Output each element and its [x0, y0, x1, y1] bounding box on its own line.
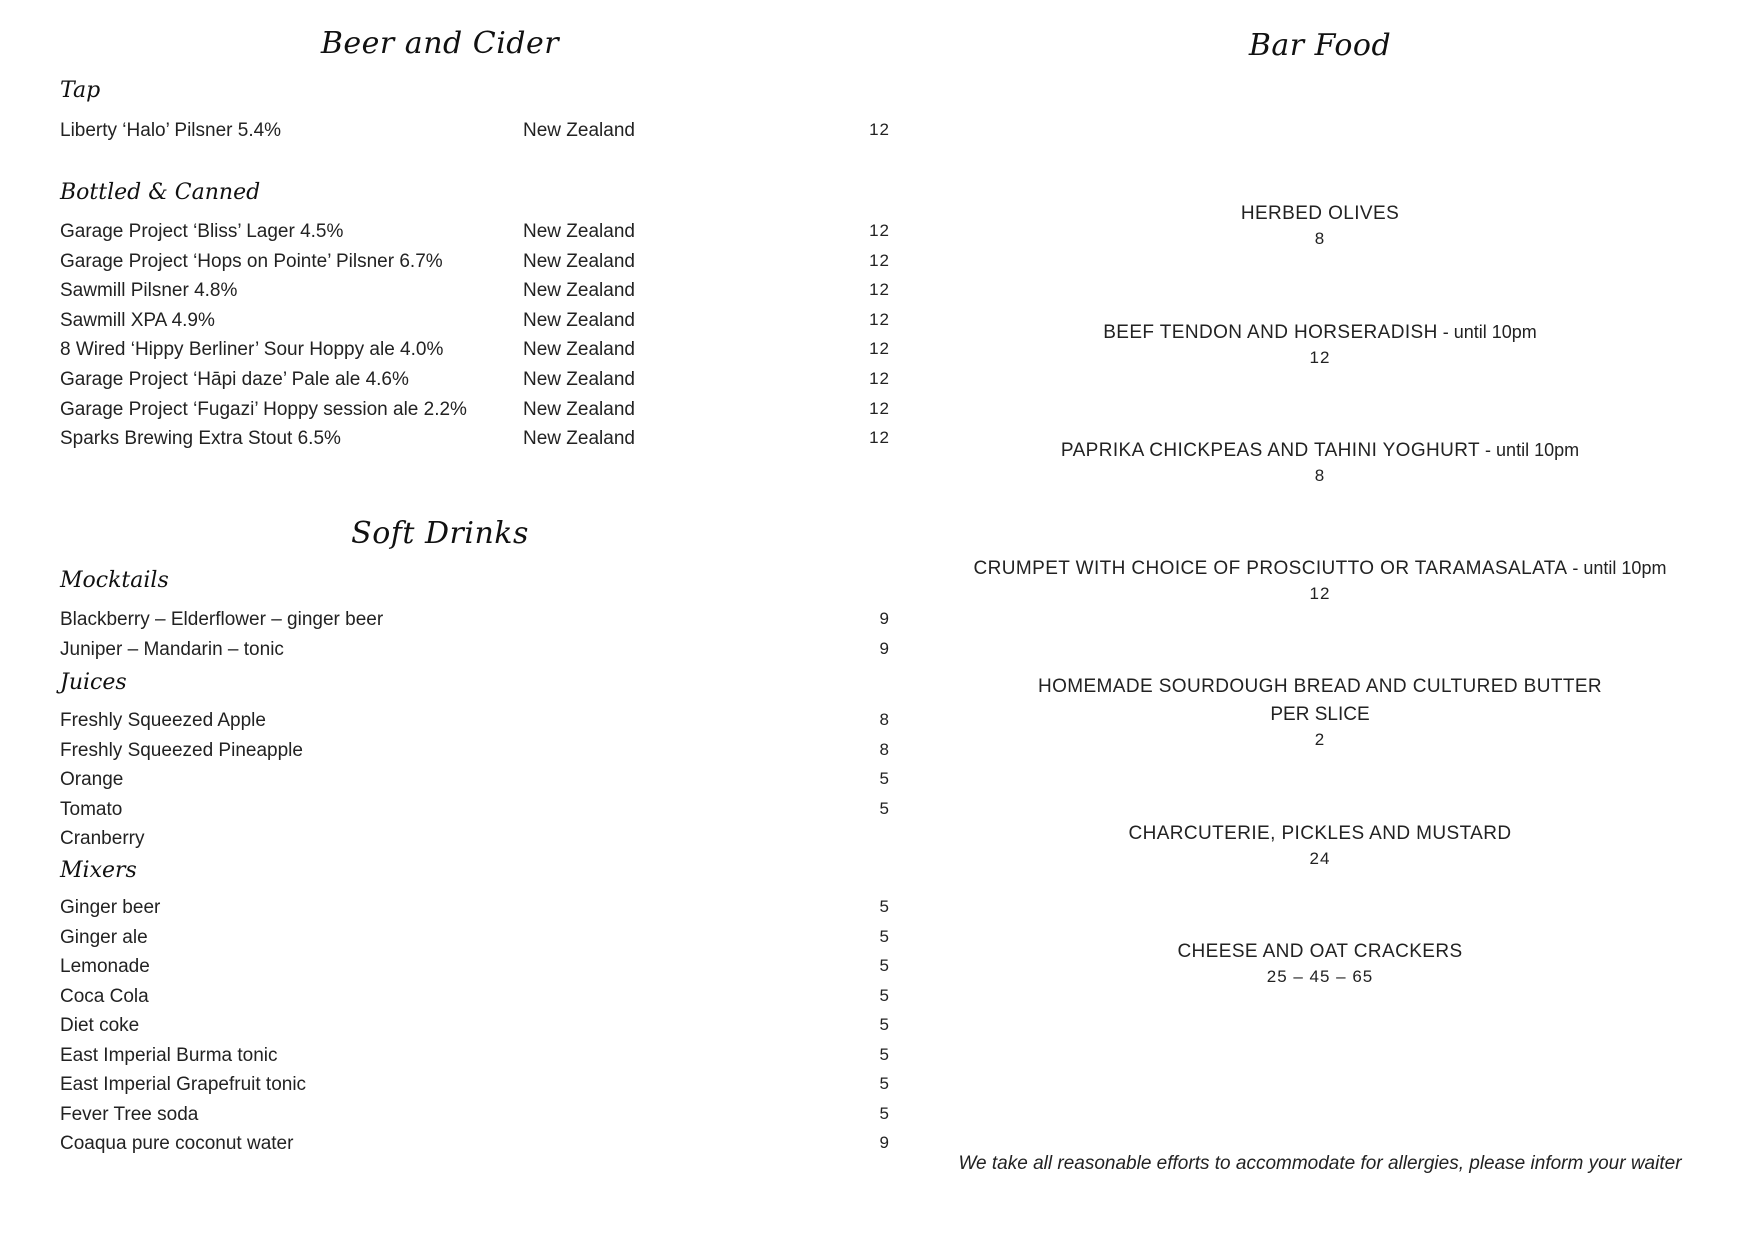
- item-name: Sawmill Pilsner 4.8%: [60, 280, 238, 302]
- food-price: 8: [1314, 229, 1326, 248]
- item-name: Liberty ‘Halo’ Pilsner 5.4%: [60, 120, 282, 141]
- bar-food-title: Bar Food: [1248, 28, 1392, 63]
- item-origin: New Zealand: [523, 339, 635, 361]
- item-name: Blackberry – Elderflower – ginger beer: [60, 609, 384, 630]
- food-price: 8: [1314, 466, 1326, 485]
- food-name-line2: PER SLICE: [1270, 704, 1370, 725]
- food-name: [880, 823, 1754, 845]
- food-name: [880, 941, 1754, 963]
- item-name: Ginger beer: [60, 897, 161, 918]
- item-origin: New Zealand: [523, 250, 635, 272]
- item-name: Orange: [60, 769, 124, 790]
- item-name: Garage Project ‘Fugazi’ Hoppy session ale 2.2%: [60, 398, 467, 420]
- juices-heading: Juices: [60, 670, 127, 695]
- item-origin: New Zealand: [523, 369, 635, 390]
- item-origin: New Zealand: [523, 221, 635, 242]
- item-price: 5: [879, 956, 890, 975]
- item-name: Freshly Squeezed Pineapple: [60, 739, 303, 761]
- item-name: East Imperial Grapefruit tonic: [60, 1074, 307, 1095]
- food-time-note: - until 10pm: [1480, 440, 1580, 460]
- food-price: 2: [1314, 730, 1326, 749]
- food-name-text: HOMEMADE SOURDOUGH BREAD AND CULTURED BUTTER: [1037, 676, 1603, 697]
- mocktails-heading: Mocktails: [60, 568, 169, 593]
- item-name: Sawmill XPA 4.9%: [60, 309, 215, 331]
- item-name: Sparks Brewing Extra Stout 6.5%: [60, 428, 341, 450]
- item-origin: New Zealand: [523, 280, 635, 302]
- item-price: 5: [879, 1015, 890, 1034]
- item-price: 12: [869, 398, 890, 418]
- item-price: 5: [879, 1074, 890, 1093]
- food-item: [880, 558, 1754, 604]
- food-name-text: HERBED OLIVES: [1240, 203, 1400, 224]
- item-price: 5: [879, 798, 890, 818]
- beer-cider-title: Beer and Cider: [320, 26, 560, 61]
- item-price: 5: [879, 985, 890, 1005]
- food-item: [880, 203, 1754, 249]
- item-name: Diet coke: [60, 1015, 140, 1036]
- item-name: Fever Tree soda: [60, 1103, 199, 1125]
- food-price: 12: [1309, 584, 1331, 603]
- food-price: 24: [1309, 849, 1331, 868]
- item-price: 5: [879, 769, 890, 788]
- item-price: 12: [869, 221, 890, 240]
- soft-drinks-title: Soft Drinks: [351, 516, 529, 551]
- item-price: 12: [869, 120, 890, 139]
- item-price: 12: [869, 339, 890, 359]
- food-item: [880, 823, 1754, 869]
- food-name-text: CHARCUTERIE, PICKLES AND MUSTARD: [1128, 823, 1512, 844]
- food-name: [880, 203, 1754, 225]
- item-name: Juniper – Mandarin – tonic: [60, 638, 284, 660]
- food-item: [880, 440, 1754, 486]
- item-origin: New Zealand: [523, 398, 635, 420]
- item-price: 9: [879, 638, 890, 658]
- item-price: 12: [869, 309, 890, 329]
- item-price: 5: [879, 1103, 890, 1123]
- item-price: 5: [879, 1044, 890, 1064]
- item-price: 12: [869, 250, 890, 270]
- food-name: [880, 676, 1754, 698]
- item-origin: New Zealand: [523, 120, 635, 141]
- item-name: Garage Project ‘Hops on Pointe’ Pilsner 6.7%: [60, 250, 443, 272]
- item-name: Garage Project ‘Hāpi daze’ Pale ale 4.6%: [60, 369, 409, 390]
- item-price: 9: [879, 1133, 890, 1152]
- item-price: 8: [879, 739, 890, 759]
- mixers-heading: Mixers: [60, 858, 137, 883]
- food-name: [880, 322, 1754, 344]
- item-name: East Imperial Burma tonic: [60, 1044, 278, 1066]
- item-price: 5: [879, 926, 890, 946]
- food-item: [880, 676, 1754, 750]
- item-price: 12: [869, 280, 890, 300]
- food-name-text: CRUMPET WITH CHOICE OF PROSCIUTTO OR TARAMASALATA: [973, 558, 1568, 579]
- item-name: Coca Cola: [60, 985, 149, 1007]
- item-name: Lemonade: [60, 956, 150, 977]
- bottled-canned-heading: Bottled & Canned: [60, 180, 261, 205]
- food-price: 25 – 45 – 65: [1266, 967, 1374, 986]
- food-item: [880, 941, 1754, 987]
- item-name: Ginger ale: [60, 926, 148, 948]
- item-name: 8 Wired ‘Hippy Berliner’ Sour Hoppy ale 4.0%: [60, 339, 444, 361]
- allergy-notice: We take all reasonable efforts to accommodate for allergies, please inform your waiter: [958, 1153, 1682, 1174]
- food-time-note: - until 10pm: [1567, 558, 1667, 578]
- food-name-text: CHEESE AND OAT CRACKERS: [1177, 941, 1463, 962]
- item-origin: New Zealand: [523, 428, 635, 450]
- item-price: 12: [869, 428, 890, 448]
- item-name: Tomato: [60, 798, 123, 820]
- food-name: [880, 440, 1754, 462]
- food-name-text: PAPRIKA CHICKPEAS AND TAHINI YOGHURT: [1060, 440, 1481, 461]
- food-name-text: BEEF TENDON AND HORSERADISH: [1103, 322, 1438, 343]
- item-name: Coaqua pure coconut water: [60, 1133, 294, 1154]
- item-name: Freshly Squeezed Apple: [60, 710, 266, 731]
- item-name: Cranberry: [60, 828, 145, 849]
- item-origin: New Zealand: [523, 309, 635, 331]
- tap-heading: Tap: [60, 78, 101, 103]
- item-price: 8: [879, 710, 890, 729]
- item-price: 9: [879, 609, 890, 628]
- item-price: 12: [869, 369, 890, 388]
- food-name: [880, 558, 1754, 580]
- item-name: Garage Project ‘Bliss’ Lager 4.5%: [60, 221, 344, 242]
- food-time-note: - until 10pm: [1437, 322, 1537, 342]
- item-price: 5: [879, 897, 890, 916]
- food-price: 12: [1309, 348, 1331, 367]
- food-item: [880, 322, 1754, 368]
